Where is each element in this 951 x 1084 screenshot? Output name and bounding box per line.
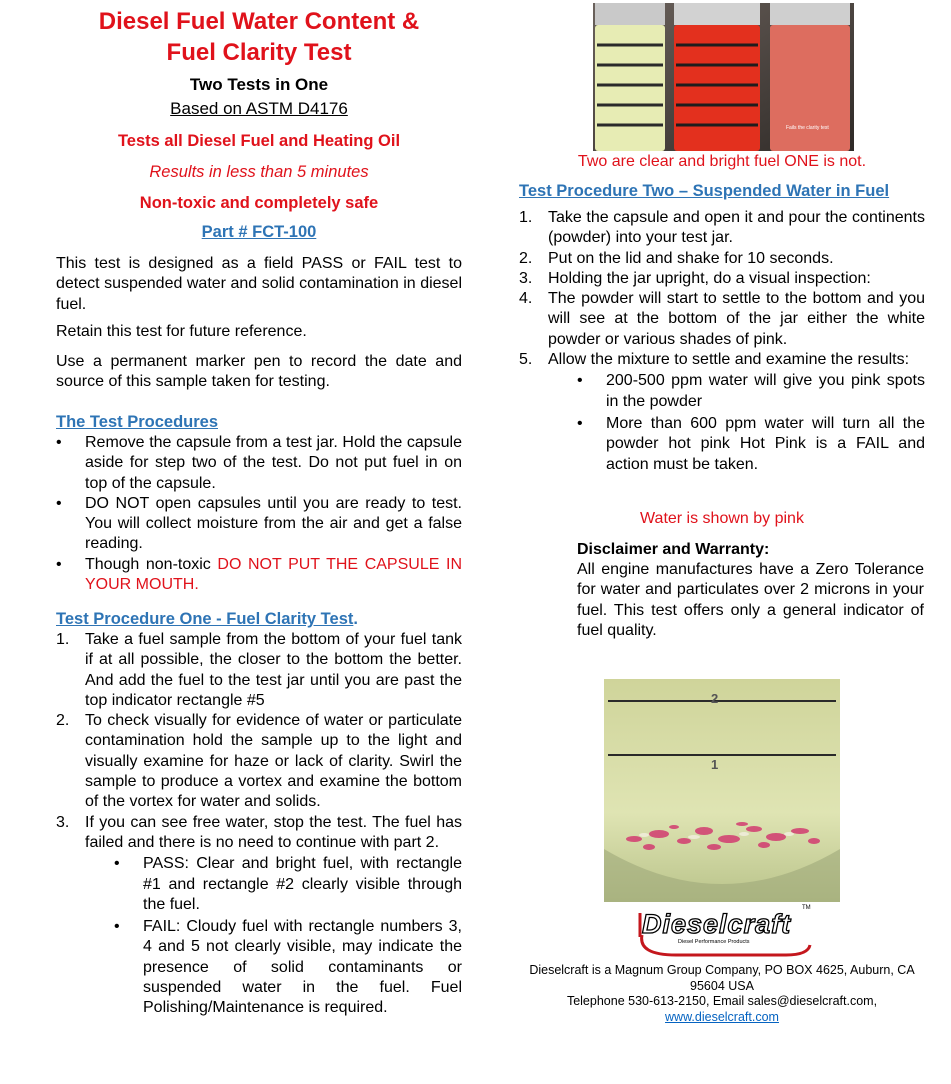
test-two-heading: Test Procedure Two – Suspended Water in Fuel (519, 182, 890, 200)
intro-paragraph-1: This test is designed as a field PASS or FAIL test to detect suspended water and solid contamination in diesel fuel. (56, 255, 462, 313)
list-item (56, 433, 462, 494)
standard-text: Based on ASTM D4176 (170, 99, 348, 118)
part-number (56, 223, 462, 242)
list-item-text: DO NOT open capsules until you are ready to test. You will collect moisture from the air and get a false reading. (85, 494, 462, 553)
disclaimer-heading: Disclaimer and Warranty: (577, 541, 770, 558)
website-link[interactable]: www.dieselcraft.com (665, 1009, 779, 1024)
step-text: The powder will start to settle to the bottom and you will see at the bottom of the jar either the white powder or various shades of pink. (548, 290, 925, 348)
list-item (519, 269, 925, 289)
logo-wordmark: Dieselcraft (642, 909, 792, 939)
intro-paragraph-3: Use a permanent marker pen to record the date and source of this sample taken for testing. (56, 353, 462, 391)
step-number: 3. (519, 269, 533, 287)
disclaimer-text: All engine manufactures have a Zero Tolerance for water and particulates over 2 microns in your fuel. This test offers only a general indicator of fuel quality. (577, 561, 924, 639)
bullet-icon: • (56, 434, 62, 451)
step-number: 4. (519, 290, 533, 308)
bullet-icon: • (577, 414, 583, 432)
list-item (114, 917, 462, 1018)
test-one-steps (56, 630, 462, 1019)
footer-address: Dieselcraft is a Magnum Group Company, PO BOX 4625, Auburn, CA 95604 USA (529, 963, 915, 993)
result-text: FAIL: Cloudy fuel with rectangle numbers 3, 4 and 5 not clearly visible, may indicate the presence of solid contaminants or suspended water in the fuel. Fuel Polishing/Maintenance is required. (143, 918, 462, 1017)
step-text: Take the capsule and open it and pour the continents (powder) into your test jar. (548, 209, 925, 247)
warning-text: DO NOT PUT THE CAPSULE IN YOUR MOUTH. (85, 555, 462, 594)
title-line-1: Diesel Fuel Water Content & (98, 8, 420, 35)
test-one-heading (56, 610, 462, 629)
list-item (519, 208, 925, 249)
tagline: Tests all Diesel Fuel and Heating Oil (117, 132, 401, 150)
bullet-icon: • (114, 855, 120, 873)
list-item (519, 350, 925, 475)
list-item (56, 630, 462, 711)
subtitle: Two Tests in One (189, 75, 329, 94)
procedures-heading: The Test Procedures (56, 413, 218, 431)
mark-2: 2 (711, 691, 719, 706)
step-number: 1. (519, 209, 533, 226)
safety-claim: Non-toxic and completely safe (139, 194, 379, 212)
list-item (56, 494, 462, 555)
step-number: 3. (56, 813, 70, 831)
test-one-heading-text: Test Procedure One - Fuel Clarity Test (56, 610, 354, 628)
step-text: To check visually for evidence of water or particulate contamination hold the sample up to the light and visually examine for haze or lack of clarity. Swirl the sample to produce a vortex and examine the bottom of the vortex for water and solids. (85, 712, 462, 811)
test-two-section (519, 182, 925, 475)
result-text: 200-500 ppm water will give you pink spots in the powder (606, 372, 925, 410)
bullet-icon: • (577, 372, 583, 390)
test-two-results (577, 371, 925, 474)
result-text: More than 600 ppm water will turn all the powder hot pink Hot Pink is a FAIL and action must be taken. (606, 414, 925, 473)
jars-photo (593, 3, 854, 151)
bullet-icon: • (56, 555, 62, 573)
part-number-text: Part # FCT-100 (201, 223, 317, 241)
speed-claim: Results in less than 5 minutes (149, 163, 369, 181)
test-two-steps (519, 208, 925, 475)
pink-note: Water is shown by pink (640, 510, 804, 527)
step-number: 2. (519, 249, 533, 267)
step-text: Holding the jar upright, do a visual inspection: (548, 269, 871, 287)
list-item (577, 371, 925, 412)
powder-image (604, 679, 840, 902)
result-text: PASS: Clear and bright fuel, with rectangle #1 and rectangle #2 clearly visible through the fuel. (143, 855, 462, 913)
list-item-text: Though non-toxic (85, 555, 218, 573)
step-number: 2. (56, 712, 70, 730)
step-text: Allow the mixture to settle and examine the results: (548, 351, 910, 369)
intro-paragraph-2: Retain this test for future reference. (56, 322, 307, 340)
bullet-icon: • (56, 494, 62, 512)
list-item (56, 555, 462, 596)
list-item (56, 813, 462, 1019)
logo-tagline: Diesel Performance Products (678, 939, 750, 945)
step-text: Put on the lid and shake for 10 seconds. (548, 249, 834, 267)
test-one-section (56, 610, 462, 1019)
standard-reference (56, 99, 462, 119)
step-number: 1. (56, 631, 70, 648)
list-item-text: Remove the capsule from a test jar. Hold the capsule aside for step two of the test. Do not put fuel in on top of the capsule. (85, 434, 462, 492)
list-item (56, 711, 462, 812)
disclaimer (577, 540, 924, 641)
dieselcraft-logo (636, 905, 814, 960)
document-title (46, 6, 472, 68)
logo-trademark: TM (802, 905, 811, 911)
procedures-section (56, 413, 462, 595)
intro (56, 254, 462, 393)
list-item (577, 414, 925, 475)
bullet-icon: • (114, 918, 120, 936)
footer (519, 963, 925, 1025)
step-number: 5. (519, 351, 533, 369)
powder-photo (604, 679, 840, 902)
step-text: If you can see free water, stop the test. The fuel has failed and there is no need to continue with part 2. (85, 813, 462, 851)
mark-1: 1 (711, 757, 719, 772)
jar-photo-label: Fails the clarity test (786, 125, 829, 131)
list-item (519, 249, 925, 269)
list-item (114, 854, 462, 915)
heading-suffix: . (353, 610, 358, 628)
procedures-list (56, 433, 462, 595)
step-text: Take a fuel sample from the bottom of your fuel tank if at all possible, the closer to the bottom the better. And add the fuel to the test jar until you are past the top indicator rectangle #5 (85, 631, 462, 709)
test-one-results (114, 854, 462, 1018)
footer-contact: Telephone 530-613-2150, Email sales@dieselcraft.com, (566, 994, 878, 1008)
photo-caption: Two are clear and bright fuel ONE is not. (577, 153, 867, 170)
title-line-2: Fuel Clarity Test (166, 39, 352, 66)
list-item (519, 289, 925, 350)
